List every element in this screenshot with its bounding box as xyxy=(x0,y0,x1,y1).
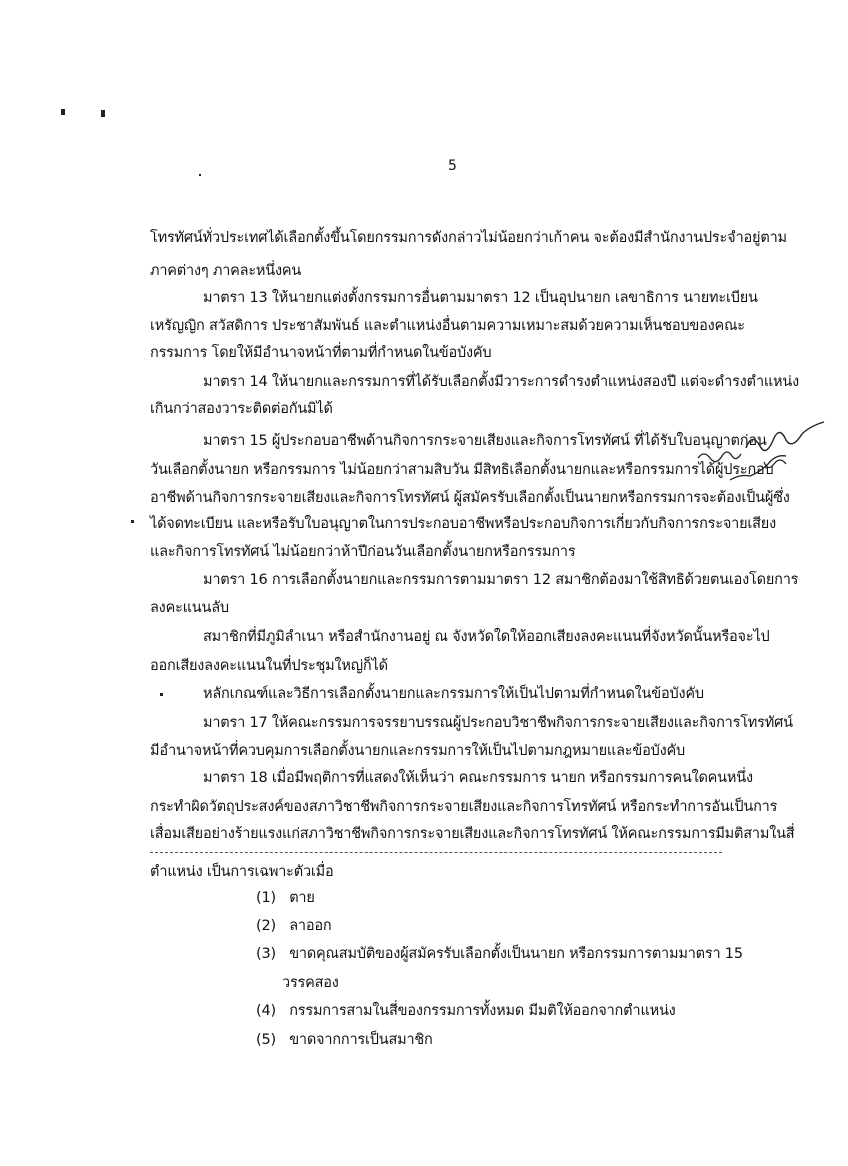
handwritten-signature xyxy=(690,418,830,498)
list-item-number: (1) xyxy=(256,890,276,906)
list-item-text: ลาออก xyxy=(289,918,332,934)
text-line: หลักเกณฑ์และวิธีการเลือกตั้งนายกและกรรมการให้เป็นไปตามที่กำหนดในข้อบังคับ xyxy=(203,686,704,702)
list-item-text: วรรคสอง xyxy=(282,975,339,991)
text-line: เสื่อมเสียอย่างร้ายแรงแก่สภาวิชาชีพกิจการกระจายเสียงและกิจการโทรทัศน์ ให้คณะกรรมการมีมติสามในสี่ xyxy=(150,826,795,842)
scan-speck xyxy=(61,109,65,115)
text-line: กระทำผิดวัตถุประสงค์ของสภาวิชาชีพกิจการกระจายเสียงและกิจการโทรทัศน์ หรือกระทำการอันเป็นการ xyxy=(150,799,778,815)
text-line: ภาคต่างๆ ภาคละหนึ่งคน xyxy=(150,263,302,279)
list-item-text: กรรมการสามในสี่ของกรรมการทั้งหมด มีมติให้ออกจากตำแหน่ง xyxy=(289,1003,676,1019)
text-line: วันเลือกตั้งนายก หรือกรรมการ ไม่น้อยกว่าสามสิบวัน มีสิทธิเลือกตั้งนายกและหรือกรรมการได้ผู้ประกอบ xyxy=(150,462,774,478)
text-line: กรรมการ โดยให้มีอำนาจหน้าที่ตามที่กำหนดในข้อบังคับ xyxy=(150,345,492,361)
list-item-text: ขาดคุณสมบัติของผู้สมัครรับเลือกตั้งเป็นนายก หรือกรรมการตามมาตรา 15 xyxy=(289,946,743,962)
list-item-number: (2) xyxy=(256,918,276,934)
text-line: มาตรา 13 ให้นายกแต่งตั้งกรรมการอื่นตามมาตรา 12 เป็นอุปนายก เลขาธิการ นายทะเบียน xyxy=(203,290,758,306)
text-line: มาตรา 18 เมื่อมีพฤติการที่แสดงให้เห็นว่า คณะกรรมการ นายก หรือกรรมการคนใดคนหนึ่ง xyxy=(203,770,753,786)
list-item xyxy=(256,916,331,936)
list-item-number: (4) xyxy=(256,1003,276,1019)
text-line: มีอำนาจหน้าที่ควบคุมการเลือกตั้งนายกและกรรมการให้เป็นไปตามกฎหมายและข้อบังคับ xyxy=(150,743,685,759)
list-item xyxy=(256,888,315,908)
list-item-number: (5) xyxy=(256,1032,276,1048)
list-item xyxy=(256,1001,676,1021)
text-line: โทรทัศน์ทั่วประเทศได้เลือกตั้งขึ้นโดยกรรมการดังกล่าวไม่น้อยกว่าเก้าคน จะต้องมีสำนักงานประจำอยู่ตาม xyxy=(150,230,787,246)
text-line: สมาชิกที่มีภูมิลำเนา หรือสำนักงานอยู่ ณ จังหวัดใดให้ออกเสียงลงคะแนนที่จังหวัดนั้นหรือจะไป xyxy=(203,629,770,645)
list-item-continuation xyxy=(282,973,339,993)
text-line: ตำแหน่ง เป็นการเฉพาะตัวเมื่อ xyxy=(150,864,334,880)
list-item-number: (3) xyxy=(256,946,276,962)
scan-speck xyxy=(160,693,163,696)
text-line: ได้จดทะเบียน และหรือรับใบอนุญาตในการประกอบอาชีพหรือประกอบกิจการเกี่ยวกับกิจการกระจายเสียง xyxy=(150,516,776,532)
text-line: อาชีพด้านกิจการกระจายเสียงและกิจการโทรทัศน์ ผู้สมัครรับเลือกตั้งเป็นนายกหรือกรรมการจะต้องเป็นผู้ซึ่ง xyxy=(150,490,790,506)
text-line: มาตรา 14 ให้นายกและกรรมการที่ได้รับเลือกตั้งมีวาระการดำรงตำแหน่งสองปี แต่จะดำรงตำแหน่ง xyxy=(203,374,800,390)
text-line: มาตรา 17 ให้คณะกรรมการจรรยาบรรณผู้ประกอบวิชาชีพกิจการกระจายเสียงและกิจการโทรทัศน์ xyxy=(203,715,793,731)
text-line: เกินกว่าสองวาระติดต่อกันมิได้ xyxy=(150,401,333,417)
scan-speck xyxy=(131,520,134,523)
list-item-text: ตาย xyxy=(289,890,315,906)
page-number: 5 xyxy=(448,158,457,174)
text-line: และกิจการโทรทัศน์ ไม่น้อยกว่าห้าปีก่อนวันเลือกตั้งนายกหรือกรรมการ xyxy=(150,544,576,560)
scan-speck xyxy=(101,110,105,117)
scan-speck xyxy=(199,174,201,176)
page-splice-divider xyxy=(150,852,722,853)
text-line: เหรัญญิก สวัสดิการ ประชาสัมพันธ์ และตำแหน่งอื่นตามความเหมาะสมด้วยความเห็นชอบของคณะ xyxy=(150,318,745,334)
text-line: มาตรา 16 การเลือกตั้งนายกและกรรมการตามมาตรา 12 สมาชิกต้องมาใช้สิทธิด้วยตนเองโดยการ xyxy=(203,572,799,588)
text-line: มาตรา 15 ผู้ประกอบอาชีพด้านกิจการกระจายเสียงและกิจการโทรทัศน์ ที่ได้รับใบอนุญาตก่อน xyxy=(203,433,767,449)
text-line: ลงคะแนนลับ xyxy=(150,600,229,616)
list-item xyxy=(256,1030,433,1050)
list-item xyxy=(256,944,743,964)
text-line: ออกเสียงลงคะแนนในที่ประชุมใหญ่ก็ได้ xyxy=(150,658,388,674)
list-item-text: ขาดจากการเป็นสมาชิก xyxy=(289,1032,433,1048)
